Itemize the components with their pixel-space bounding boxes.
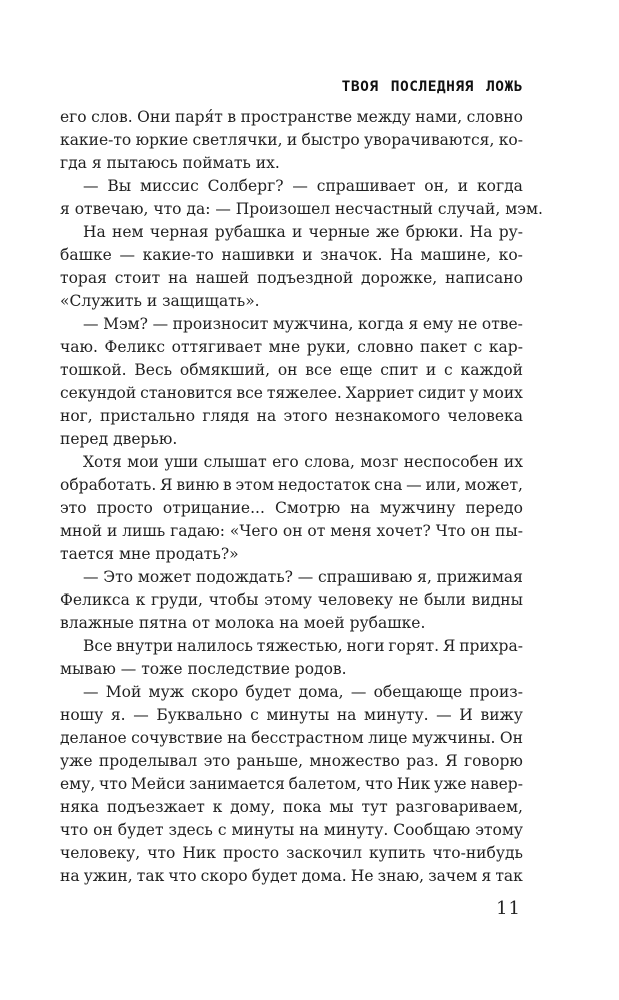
word: слова, <box>304 453 355 471</box>
word: словно <box>466 108 523 126</box>
word: — <box>350 683 367 701</box>
word: скоро <box>200 867 248 885</box>
word: ру- <box>498 223 523 241</box>
word: отрицание... <box>162 499 265 517</box>
word: это <box>60 499 87 517</box>
text-line: «Служить и защищать». <box>60 292 260 310</box>
word: какие-то <box>60 131 132 149</box>
word: «Чего <box>229 522 278 540</box>
word: минуту. <box>364 706 429 724</box>
word: слышат <box>203 453 267 471</box>
word: и <box>457 177 469 195</box>
word: Весь <box>134 361 173 379</box>
word: множество <box>309 752 400 770</box>
word: На <box>469 223 493 241</box>
text-line <box>60 704 523 727</box>
word: минуту. <box>323 821 389 839</box>
word: словно <box>357 338 414 356</box>
word: мозг <box>360 453 399 471</box>
word: я <box>408 315 419 333</box>
word: минуты <box>266 706 330 724</box>
word: Буквально <box>156 706 243 724</box>
word: между <box>356 108 411 126</box>
word: и <box>425 361 437 379</box>
word: уворачиваются, <box>364 131 495 149</box>
word: будет <box>245 683 292 701</box>
word: — <box>297 568 314 586</box>
word: ему <box>422 315 454 333</box>
word: к <box>212 798 223 816</box>
word: спрашивает <box>316 177 416 195</box>
word: брюки. <box>405 223 464 241</box>
word: сна <box>374 476 403 494</box>
text-line <box>60 244 523 267</box>
word: сидит <box>417 384 466 402</box>
word: сочувствие <box>131 729 223 747</box>
text-line <box>60 497 523 520</box>
word: навер- <box>470 775 523 793</box>
word: значок. <box>320 246 383 264</box>
word: бесстрастном <box>251 729 364 747</box>
word: юркие <box>135 131 189 149</box>
paragraph <box>60 313 523 451</box>
word: рубашка <box>214 223 286 241</box>
word: он <box>282 522 303 540</box>
word: еще <box>339 361 373 379</box>
word: Он <box>499 729 523 747</box>
text-line <box>60 842 523 865</box>
word: Харриет <box>345 384 414 402</box>
word: неспособен <box>403 453 499 471</box>
word: нами, <box>415 108 463 126</box>
text-line <box>60 796 523 819</box>
word: налилось <box>176 637 253 655</box>
word: ношу <box>60 706 104 724</box>
word: он <box>277 361 298 379</box>
text-line: влажные пятна от молока на моей рубашке. <box>60 614 426 632</box>
word: Сообщаю <box>393 821 471 839</box>
word: пристально <box>100 407 196 425</box>
body-text <box>60 106 543 888</box>
word: ног, <box>60 407 93 425</box>
word: Не <box>350 867 374 885</box>
word: — <box>152 315 169 333</box>
word: секундой <box>60 384 137 402</box>
text-line <box>60 727 523 750</box>
word: к <box>135 591 146 609</box>
word: на <box>299 821 319 839</box>
word: не <box>398 591 419 609</box>
word: написано <box>445 269 523 287</box>
word: Вы <box>107 177 132 195</box>
word: когда <box>476 177 523 195</box>
word: на <box>350 499 370 517</box>
text-line: перед дверью. <box>60 430 178 448</box>
word: Мой <box>105 683 142 701</box>
text-line <box>60 336 523 359</box>
word: с <box>217 821 227 839</box>
text-line: тается мне продать?» <box>60 545 239 563</box>
word: может, <box>464 476 523 494</box>
word: черные <box>308 223 370 241</box>
word: в <box>227 108 237 126</box>
word: подъезжает <box>106 798 205 816</box>
word: Хотя <box>83 453 122 471</box>
word: Солберг? <box>207 177 284 195</box>
word: пакет <box>420 338 468 356</box>
word: дома, <box>298 683 344 701</box>
word: — <box>292 177 308 195</box>
word: мои <box>127 453 159 471</box>
word: ко- <box>498 246 523 264</box>
word: мужчину <box>379 499 456 517</box>
word: все <box>236 384 263 402</box>
word: лице <box>368 729 408 747</box>
word: обещающе <box>373 683 463 701</box>
word: в <box>222 476 232 494</box>
word: что <box>168 867 197 885</box>
word: подождать? <box>196 568 293 586</box>
word: оттягивает <box>171 338 263 356</box>
word: заскочил <box>286 844 362 862</box>
word: мной <box>60 522 103 540</box>
word: его <box>60 108 87 126</box>
word: произносит <box>172 315 269 333</box>
word: у <box>469 384 479 402</box>
word: минуты <box>231 821 295 839</box>
word: — <box>83 177 99 195</box>
word: их <box>503 453 523 471</box>
word: балетом, <box>288 775 362 793</box>
paragraph <box>60 221 523 313</box>
word: паря́т <box>175 108 223 126</box>
text-line <box>60 175 523 198</box>
word: раз. <box>406 752 439 770</box>
word: может <box>137 568 192 586</box>
word: мы <box>329 798 354 816</box>
text-line <box>60 681 523 704</box>
word: Я <box>442 637 456 655</box>
word: Мэм? <box>103 315 148 333</box>
word: что-нибудь <box>432 844 523 862</box>
word: будет <box>117 821 164 839</box>
word: ноги <box>346 637 385 655</box>
word: и <box>106 522 118 540</box>
word: он <box>470 522 491 540</box>
word: кар- <box>488 338 523 356</box>
word: и <box>302 246 313 264</box>
word: на <box>168 269 188 287</box>
word: уже <box>60 752 93 770</box>
text-line <box>60 106 523 129</box>
word: и <box>286 131 298 149</box>
paragraph <box>60 451 523 566</box>
word: или, <box>425 476 461 494</box>
word: гадаю: <box>170 522 225 540</box>
word: деланое <box>60 729 127 747</box>
text-line <box>60 313 523 336</box>
word: же <box>376 223 400 241</box>
word: на <box>336 706 357 724</box>
word: купить <box>368 844 426 862</box>
word: человеку, <box>60 844 141 862</box>
word: на <box>227 729 247 747</box>
word: миссис <box>139 177 199 195</box>
paragraph <box>60 106 523 175</box>
word: какие-то <box>142 246 214 264</box>
word: Феликс <box>104 338 166 356</box>
word: руки, <box>306 338 351 356</box>
text-line: я отвечаю, что да: — Произошел несчастный случай, мэм. <box>60 200 543 218</box>
word: мужчины. <box>411 729 496 747</box>
word: Все <box>83 637 113 655</box>
word: Что <box>435 522 466 540</box>
word: — <box>119 246 135 264</box>
word: я <box>481 867 492 885</box>
word: дорожке, <box>361 269 438 287</box>
word: будет <box>251 867 298 885</box>
word: Ник <box>396 775 431 793</box>
word: — <box>436 706 452 724</box>
running-header: ТВОЯ ПОСЛЕДНЯЯ ЛОЖЬ <box>341 79 523 95</box>
word: глядя <box>202 407 250 425</box>
word: его <box>272 453 299 471</box>
word: этому <box>475 821 523 839</box>
word: видны <box>471 591 523 609</box>
word: пы- <box>495 522 523 540</box>
word: уже <box>434 775 467 793</box>
word: говорю <box>463 752 523 770</box>
word: чтобы <box>208 591 259 609</box>
text-line <box>60 474 523 497</box>
word: груди, <box>150 591 203 609</box>
word: башке <box>60 246 112 264</box>
word: стоит <box>114 269 161 287</box>
word: спит <box>380 361 419 379</box>
word: Они <box>137 108 171 126</box>
word: не <box>457 315 478 333</box>
word: просто <box>96 499 153 517</box>
text-line <box>60 635 523 658</box>
word: мне <box>268 338 301 356</box>
text-line <box>60 129 523 152</box>
text-line <box>60 819 523 842</box>
text-line <box>60 359 523 382</box>
word: меня <box>330 522 372 540</box>
word: подъездной <box>256 269 354 287</box>
word: муж <box>148 683 184 701</box>
word: были <box>424 591 466 609</box>
word: — <box>83 315 99 333</box>
word: все <box>305 361 332 379</box>
word: обмякший, <box>179 361 271 379</box>
word: На <box>390 246 413 264</box>
word: и <box>292 223 303 241</box>
word: занимается <box>189 775 285 793</box>
word: хочет? <box>376 522 431 540</box>
word: с <box>444 361 453 379</box>
word: прижимая <box>436 568 523 586</box>
word: пока <box>282 798 322 816</box>
word: прихра- <box>459 637 523 655</box>
word: так <box>136 867 165 885</box>
word: тяжестью, <box>256 637 343 655</box>
word: этого <box>283 407 328 425</box>
word: знаю, <box>377 867 425 885</box>
word: — <box>133 706 149 724</box>
text-line: гда я пытаюсь поймать их. <box>60 154 280 172</box>
word: машине, <box>420 246 491 264</box>
text-line <box>60 221 523 244</box>
word: этому <box>264 591 313 609</box>
word: виню <box>176 476 220 494</box>
word: торая <box>60 269 107 287</box>
word: ко- <box>498 131 523 149</box>
word: Это <box>103 568 134 586</box>
word: — <box>83 568 99 586</box>
word: Я <box>160 476 173 494</box>
word: дома. <box>301 867 347 885</box>
word: слов. <box>91 108 133 126</box>
word: передо <box>465 499 523 517</box>
word: я. <box>110 706 126 724</box>
word: зачем <box>428 867 478 885</box>
word: когда <box>357 315 404 333</box>
paragraph <box>60 681 523 888</box>
word: от <box>307 522 326 540</box>
word: становится <box>140 384 233 402</box>
word: дому, <box>230 798 276 816</box>
word: проделывал <box>98 752 198 770</box>
word: Я <box>445 752 458 770</box>
word: светлячки, <box>192 131 283 149</box>
word: человека <box>447 407 523 425</box>
word: — <box>406 476 422 494</box>
word: вижу <box>480 706 523 724</box>
word: так <box>495 867 523 885</box>
word: моих <box>482 384 523 402</box>
word: что <box>147 844 176 862</box>
text-line <box>60 382 523 405</box>
word: отве- <box>481 315 523 333</box>
word: что <box>99 775 128 793</box>
word: это <box>203 752 231 770</box>
word: обработать. <box>60 476 157 494</box>
page-number: 11 <box>496 898 521 919</box>
word: Мейси <box>130 775 186 793</box>
word: он, <box>424 177 449 195</box>
word: этом <box>235 476 275 494</box>
word: на <box>256 407 277 425</box>
word: раньше, <box>236 752 303 770</box>
word: — <box>83 683 99 701</box>
word: недостаток <box>277 476 371 494</box>
word: На <box>83 223 106 241</box>
text-line <box>60 773 523 796</box>
word: тут <box>361 798 388 816</box>
word: ужин, <box>83 867 133 885</box>
word: что <box>364 775 394 793</box>
word: нашивки <box>221 246 295 264</box>
word: мужчина, <box>272 315 354 333</box>
word: нем <box>112 223 144 241</box>
text-line <box>60 451 523 474</box>
word: ему, <box>60 775 96 793</box>
paragraph <box>60 175 543 221</box>
word: пространстве <box>240 108 353 126</box>
text-line <box>60 566 523 589</box>
word: просто <box>222 844 280 862</box>
text-line <box>60 405 523 428</box>
word: незнакомого <box>334 407 441 425</box>
word: здесь <box>168 821 213 839</box>
word: на <box>60 867 80 885</box>
word: нашей <box>195 269 250 287</box>
word: Смотрю <box>274 499 341 517</box>
word: чаю. <box>60 338 98 356</box>
word: горят. <box>388 637 440 655</box>
text-line: мываю — тоже последствие родов. <box>60 660 347 678</box>
text-line <box>60 589 523 612</box>
word: я, <box>417 568 432 586</box>
word: внутри <box>116 637 174 655</box>
word: человеку <box>317 591 394 609</box>
word: произ- <box>469 683 523 701</box>
word: черная <box>149 223 209 241</box>
text-line <box>60 750 523 773</box>
word: уши <box>164 453 199 471</box>
word: И <box>459 706 473 724</box>
word: что <box>60 821 89 839</box>
word: разговариваем, <box>395 798 523 816</box>
word: няка <box>60 798 100 816</box>
text-line <box>60 865 523 888</box>
word: быстро <box>301 131 360 149</box>
word: Ник <box>182 844 216 862</box>
word: с <box>250 706 259 724</box>
paragraph <box>60 635 523 681</box>
word: с <box>473 338 483 356</box>
word: скоро <box>191 683 239 701</box>
word: тошкой. <box>60 361 127 379</box>
word: Феликса <box>60 591 130 609</box>
word: каждой <box>460 361 523 379</box>
text-line <box>60 520 523 543</box>
word: тяжелее. <box>266 384 342 402</box>
paragraph <box>60 566 523 635</box>
word: лишь <box>122 522 166 540</box>
word: спрашиваю <box>318 568 413 586</box>
text-line <box>60 267 523 290</box>
word: он <box>93 821 113 839</box>
